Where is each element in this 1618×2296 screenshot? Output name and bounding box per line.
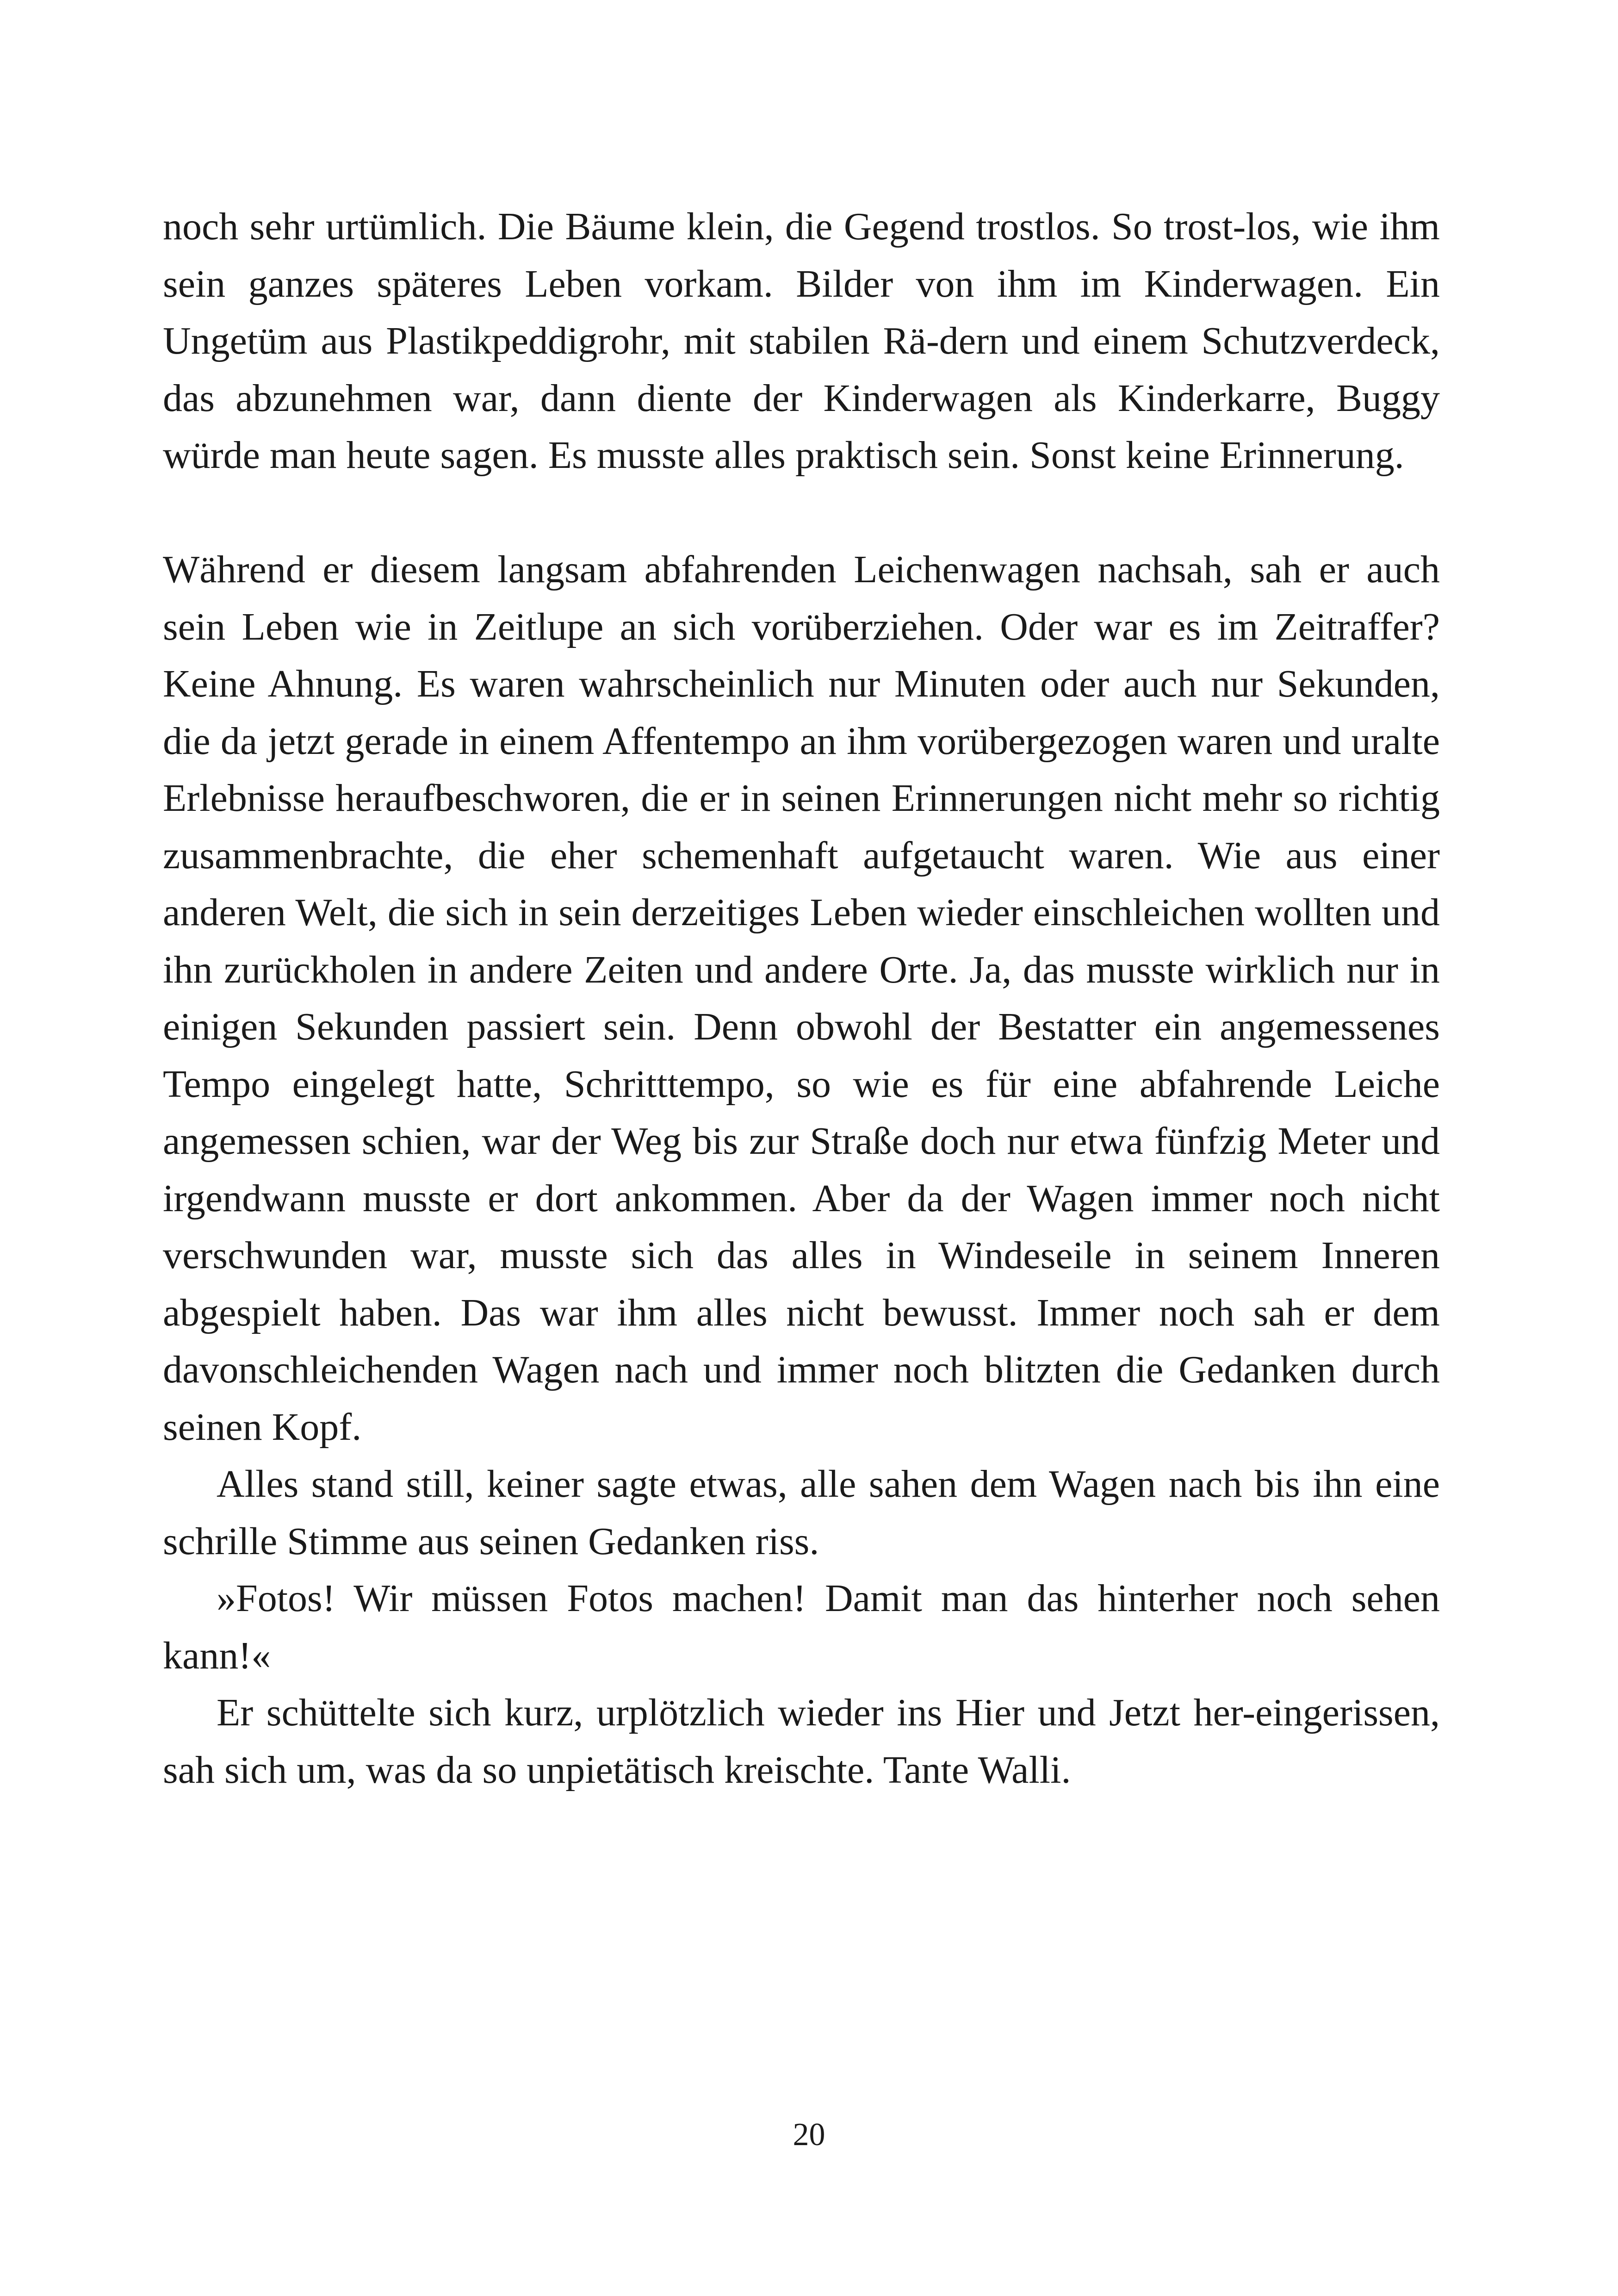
paragraph: »Fotos! Wir müssen Fotos machen! Damit man das hinterher noch sehen kann!« bbox=[163, 1577, 1440, 1677]
paragraph: noch sehr urtümlich. Die Bäume klein, die Gegend trostlos. So trost-los, wie ihm sein ganzes späteres Leben vorkam. Bilder von ihm im Kinderwagen. Ein Ungetüm aus Plastikpeddigrohr, mit stabilen Rä-dern und einem Schutzverdeck, das abzunehmen war, dann diente der Kinderwagen als Kinderkarre, Buggy würde man heute sagen. Es musste alles praktisch sein. Sonst keine Erinnerung. bbox=[163, 205, 1440, 477]
paragraph: Er schüttelte sich kurz, urplötzlich wieder ins Hier und Jetzt her-eingerissen, sah sich um, was da so unpietätisch kreischte. Tante Walli. bbox=[163, 1691, 1440, 1792]
body-text bbox=[163, 198, 1440, 1798]
page-number: 20 bbox=[793, 2117, 825, 2153]
paragraph: Alles stand still, keiner sagte etwas, alle sahen dem Wagen nach bis ihn eine schrille Stimme aus seinen Gedanken riss. bbox=[163, 1462, 1440, 1563]
paragraph: Während er diesem langsam abfahrenden Leichenwagen nachsah, sah er auch sein Leben wie in Zeitlupe an sich vorüberziehen. Oder war es im Zeitraffer? Keine Ahnung. Es waren wahrscheinlich nur Minuten oder auch nur Sekunden, die da jetzt gerade in einem Affentempo an ihm vorübergezogen waren und uralte Erlebnisse heraufbeschworen, die er in seinen Erinnerungen nicht mehr so richtig zusammenbrachte, die eher schemenhaft aufgetaucht waren. Wie aus einer anderen Welt, die sich in sein derzeitiges Leben wieder einschleichen wollten und ihn zurückholen in andere Zeiten und andere Orte. Ja, das musste wirklich nur in einigen Sekunden passiert sein. Denn obwohl der Bestatter ein angemessenes Tempo eingelegt hatte, Schritttempo, so wie es für eine abfahrende Leiche angemessen schien, war der Weg bis zur Straße doch nur etwa fünfzig Meter und irgendwann musste er dort ankommen. Aber da der Wagen immer noch nicht verschwunden war, musste sich das alles in Windeseile in seinem Inneren abgespielt haben. Das war ihm alles nicht bewusst. Immer noch sah er dem davonschleichenden Wagen nach und immer noch blitzten die Gedanken durch seinen Kopf. bbox=[163, 548, 1440, 1449]
